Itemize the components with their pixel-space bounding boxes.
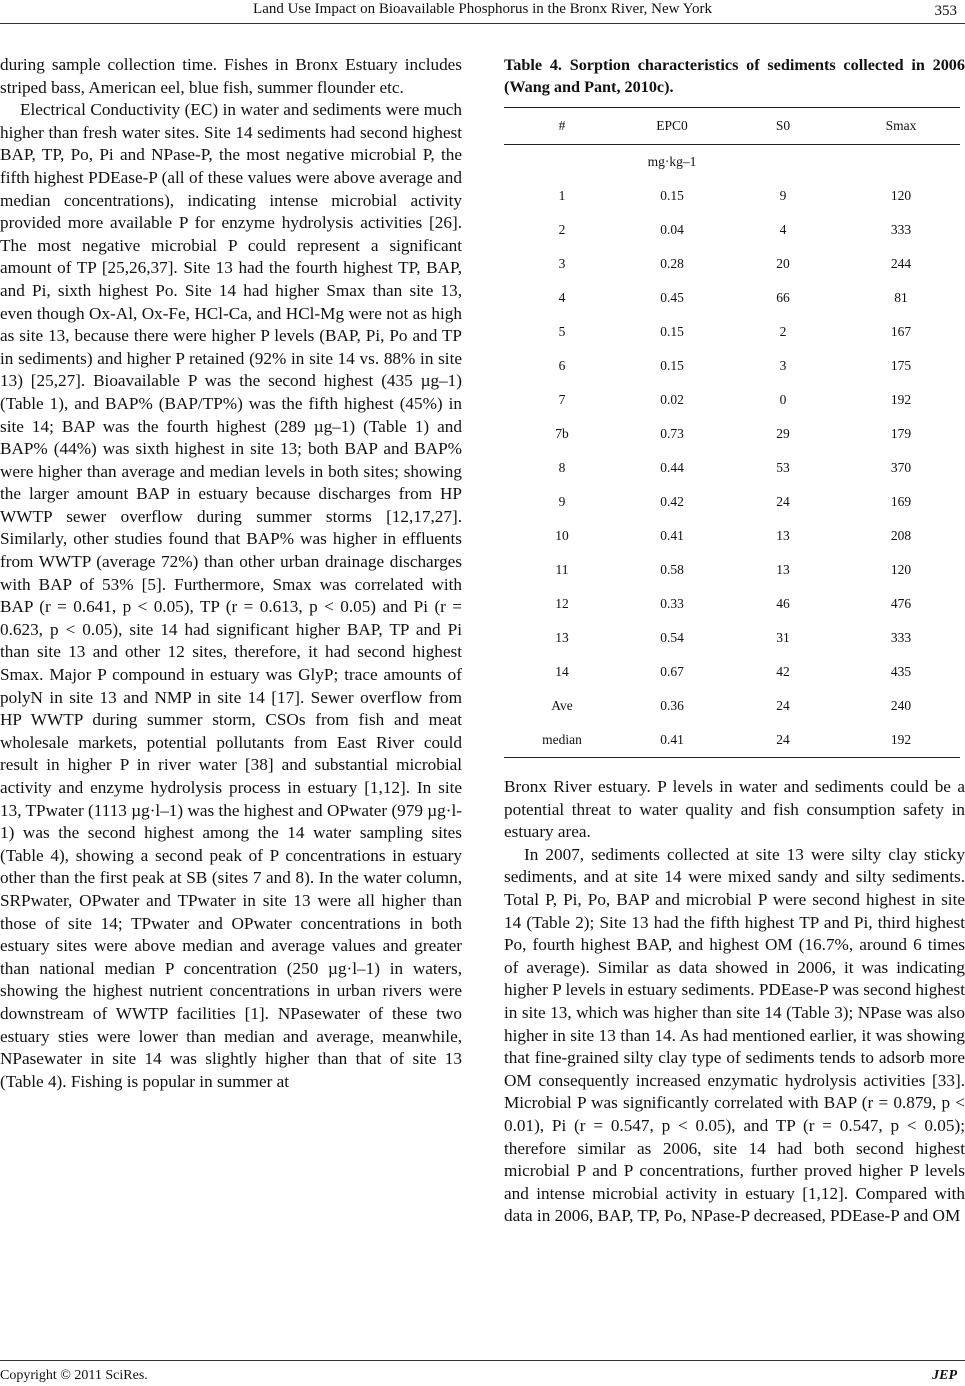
column-header: S0 [724,108,842,145]
table-cell: 0.15 [660,324,684,339]
table-cell: 5 [558,324,566,339]
column-header: EPC0 [620,108,724,145]
paragraph: during sample collection time. Fishes in Bronx Estuary includes striped bass, American eel, blue fish, summer flounder etc. [0,55,462,97]
table-cell: 20 [776,256,790,271]
running-title: Land Use Impact on Bioavailable Phosphorus in the Bronx River, New York [253,1,712,17]
left-column [0,54,462,1093]
table-cell: 370 [890,460,912,475]
table-cell: 12 [555,596,569,611]
table-cell: 179 [890,426,912,441]
table-cell: 29 [776,426,790,441]
table-cell: 192 [890,392,912,407]
table-caption: Table 4. Sorption characteristics of sediments collected in 2006 (Wang and Pant, 2010c). [504,56,965,96]
table-cell: 13 [776,528,790,543]
table-cell: 8 [558,460,566,475]
table-cell: 6 [558,358,566,373]
table-row [504,179,960,213]
table-cell: 0.54 [660,630,684,645]
table-cell: 192 [842,723,960,758]
table-cell: 0.33 [660,596,684,611]
column-header: # [504,108,620,145]
table-cell: 0.04 [660,222,684,237]
table-cell: 31 [776,630,790,645]
table-cell: 0.67 [660,664,684,679]
table-cell: 0.73 [660,426,684,441]
table-cell: 476 [890,596,912,611]
table-row [504,621,960,655]
table-row [504,383,960,417]
table-row [504,349,960,383]
copyright: Copyright © 2011 SciRes. [0,1368,148,1383]
table-cell: 0.45 [660,290,684,305]
table-cell: 24 [724,723,842,758]
table-cell: 81 [894,290,908,305]
table-row [504,587,960,621]
paragraph: Bronx River estuary. P levels in water and sediments could be a potential threat to water quality and fish consumption safety in estuary area. [504,777,965,842]
table-cell: 13 [555,630,569,645]
right-column [504,776,965,1228]
table-cell: 14 [555,664,569,679]
table-cell: 42 [776,664,790,679]
table-cell: 11 [555,562,569,577]
table-cell: 66 [776,290,790,305]
page-header [0,0,965,24]
header-rule [0,23,965,24]
table-cell: 435 [890,664,912,679]
table-row [504,281,960,315]
table-cell: 0.44 [660,460,684,475]
table-cell: 0.15 [660,188,684,203]
table-cell: 0.15 [660,358,684,373]
table-cell: 2 [558,222,566,237]
table-cell: 0.28 [660,256,684,271]
sorption-table [504,107,960,758]
table-cell [504,145,620,180]
table-cell: 7b [555,426,569,441]
paragraph: In 2007, sediments collected at site 13 were silty clay sticky sediments, and at site 14 were mixed sandy and silty sediments. Total P, Pi, Po, BAP and microbial P were second highest in site 14 (Table 2); Site 13 had the fifth highest TP and Pi, third highest Po, fourth highest BAP, and highest OM (16.7%, around 6 times of average). Similar as data showed in 2006, it was indicating higher P levels in estuary sediments. PDEase-P was second highest in site 13, which was higher than site 14 (Table 3); NPase was also higher in site 13 than 14. As had mentioned earlier, it was showing that fine-grained silty clay type of sediments tends to adsorb more OM consequently increased enzymatic hydrolysis activities [33]. Microbial P was significantly correlated with BAP (r = 0.879, p < 0.01), Pi (r = 0.547, p < 0.05), and TP (r = 0.547, p < 0.05); therefore similar as 2006, site 14 had both second highest microbial P and P concentrations, further proved higher P levels and intense microbial activity in estuary [1,12]. Compared with data in 2006, BAP, TP, Po, NPase-P decreased, PDEase-P and OM [504,844,965,1226]
table-cell: 0.36 [660,698,684,713]
table-cell: 0.02 [660,392,684,407]
table-cell: mg·kg–1 [647,154,697,169]
table-cell: 240 [890,698,912,713]
table-row [504,519,960,553]
table-cell: 120 [890,188,912,203]
table-row [504,451,960,485]
table-cell: 13 [776,562,790,577]
table-cell: 1 [558,188,566,203]
table-cell: 4 [779,222,787,237]
unit-row [504,145,960,180]
table-cell: Ave [551,698,573,713]
table-cell: 175 [890,358,912,373]
table-cell: 9 [779,188,787,203]
table-cell [724,145,842,180]
table-cell: 0 [779,392,787,407]
table-cell: 7 [558,392,566,407]
paragraph: Electrical Conductivity (EC) in water and sediments were much higher than fresh water sites. Site 14 sediments had second highest BAP, TP, Po, Pi and NPase-P, the most negative microbial P, the fifth highest PDEase-P (all of these values were above average and median concentrations), indicating intense microbial activity provided more available P for enzyme hydrolysis activities [26]. The most negative microbial P could represent a significant amount of TP [25,26,37]. Site 13 had the fourth highest TP, BAP, and Pi, sixth highest Po. Site 14 had higher Smax than site 13, even though Ox-Al, Ox-Fe, HCl-Ca, and HCl-Mg were not as high as site 13, because there were higher P levels (BAP, Pi, Po and TP in sediments) and higher P retained (92% in site 14 vs. 88% in site 13) [25,27]. Bioavailable P was the second highest (435 µg–1) (Table 1), and BAP% (BAP/TP%) was the fifth highest (45%) in site 14; BAP was the fourth highest (289 µg–1) (Table 1) and BAP% (44%) was sixth highest in site 13; both BAP and BAP% were higher than average and median levels in both sites; showing the larger amount BAP in estuary because discharges from HP WWTP sewer overflow during summer storms [12,17,27]. Similarly, other studies found that BAP% was higher in effluents from WWTP (average 72%) than other urban drainage discharges with BAP of 53% [5]. Furthermore, Smax was correlated with BAP (r = 0.641, p < 0.05), TP (r = 0.613, p < 0.05) and Pi (r = 0.623, p < 0.05), site 14 had significant higher BAP, TP and Pi than site 13 and other 12 sites, therefore, it had second highest Smax. Major P compound in estuary was GlyP; trace amounts of polyN in site 13 and NMP in site 14 [17]. Sewer overflow from HP WWTP during summer storm, CSOs from fish and meat wholesale markets, potential pollutants from East River could result in higher P in river water [38] and substantial microbial activity and enzyme hydrolysis process in estuary [1,12]. In site 13, TPwater (1113 µg·l–1) was the highest and OPwater (979 µg·l-1) was the second highest among the 14 water sampling sites (Table 4), showing a second peak of P concentrations in estuary other than the first peak at SB (sites 7 and 8). In the water column, SRPwater, OPwater and TPwater in site 13 were all higher than those of site 14; TPwater and OPwater concentrations in both estuary sites were above median and average values and greater than national median P concentration (250 µg·l–1) in waters, showing the highest nutrient concentrations in urban rivers were downstream of WWTP facilities [1]. NPasewater of these two estuary sties were lower than median and average, meanwhile, NPasewater in site 14 was slightly higher than that of site 13 (Table 4). Fishing is popular in summer at [0,100,462,1091]
table-cell: 46 [776,596,790,611]
table-cell: 4 [558,290,566,305]
table-cell: 10 [555,528,569,543]
table-cell: median [504,723,620,758]
table-row [504,553,960,587]
table-cell: 3 [558,256,566,271]
table-cell: 24 [776,494,790,509]
table-cell [842,145,960,180]
journal-name: JEP [932,1368,957,1383]
table-cell: 3 [779,358,787,373]
table-row [504,485,960,519]
table-cell: 0.41 [660,528,684,543]
table-cell: 244 [890,256,912,271]
table-cell: 208 [890,528,912,543]
table-4 [504,107,960,758]
table-cell: 0.41 [620,723,724,758]
table-cell: 169 [890,494,912,509]
column-header: Smax [842,108,960,145]
table-cell: 2 [779,324,787,339]
table-row [504,723,960,758]
table-cell: 120 [890,562,912,577]
page-footer [0,1352,965,1386]
table-cell: 167 [890,324,912,339]
table-row [504,213,960,247]
table-cell: 0.42 [660,494,684,509]
table-cell: 9 [558,494,566,509]
table-row [504,655,960,689]
table-cell: 333 [890,630,912,645]
table-cell: 0.58 [660,562,684,577]
table-cell: 53 [776,460,790,475]
table-cell: 333 [890,222,912,237]
table-row [504,315,960,349]
page-number: 353 [934,3,957,19]
table-cell: 24 [776,698,790,713]
table-row [504,689,960,723]
footer-rule [0,1360,965,1361]
table-row [504,417,960,451]
table-row [504,247,960,281]
